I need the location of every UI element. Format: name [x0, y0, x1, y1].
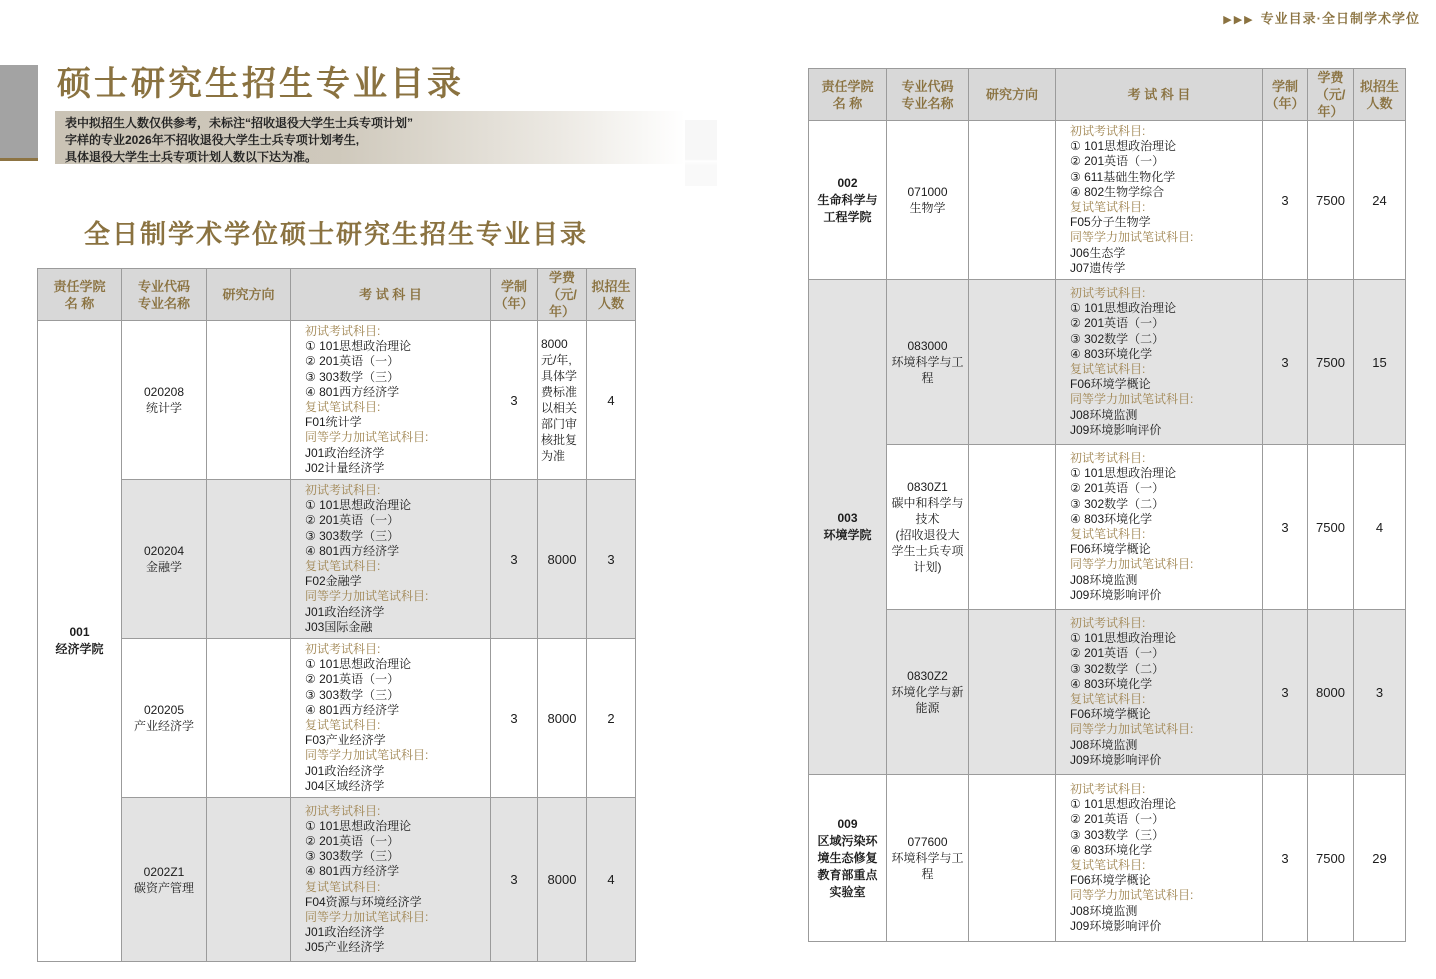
- exam-line: ④ 801西方经济学: [305, 543, 400, 558]
- college-cell: [38, 321, 122, 962]
- exam-line: J06生态学: [1070, 245, 1126, 260]
- exam-line: ① 101思想政治理论: [305, 818, 412, 833]
- direction-cell: [969, 121, 1056, 280]
- table-row: [809, 610, 1406, 775]
- tuition-cell: 8000: [1308, 610, 1354, 775]
- exam-section-label: 复试笔试科目:: [1070, 692, 1146, 707]
- left-margin-block: [0, 65, 38, 161]
- college-cell: [809, 775, 887, 942]
- exam-line: ① 101思想政治理论: [1070, 139, 1177, 154]
- major-cell: [887, 280, 969, 445]
- exam-line: F02金融学: [305, 574, 362, 589]
- major-name: 统计学: [145, 401, 182, 416]
- table-row: [809, 445, 1406, 610]
- right-program-table: [808, 68, 1406, 942]
- exam-line: ② 201英语（一）: [305, 513, 400, 528]
- header-direction: 研究方向: [207, 269, 291, 321]
- exam-line: F04资源与环境经济学: [305, 894, 422, 909]
- exam-line: ③ 303数学（三）: [305, 687, 400, 702]
- exam-section-label: 初试考试科目:: [1070, 451, 1146, 466]
- exam-line: ① 101思想政治理论: [1070, 301, 1177, 316]
- major-name: 碳中和科学与技术: [891, 496, 964, 527]
- direction-cell: [207, 639, 291, 798]
- left-program-table: [37, 268, 636, 962]
- exam-line: ④ 803环境化学: [1070, 842, 1153, 857]
- exam-line: ④ 803环境化学: [1070, 676, 1153, 691]
- section-title: 全日制学术学位硕士研究生招生专业目录: [83, 219, 588, 249]
- major-cell: [887, 121, 969, 280]
- major-cell: [122, 639, 207, 798]
- duration-cell: 3: [1263, 775, 1308, 942]
- header-college: 责任学院 名 称: [809, 69, 887, 121]
- table-row: [809, 280, 1406, 445]
- exam-line: ② 201英语（一）: [305, 833, 400, 848]
- quota-cell: 24: [1354, 121, 1406, 280]
- exam-line: J08环境监测: [1070, 407, 1138, 422]
- table-row: [809, 121, 1406, 280]
- exam-section-label: 复试笔试科目:: [305, 559, 381, 574]
- exam-subjects-cell: [291, 798, 491, 962]
- major-cell: [887, 445, 969, 610]
- header-direction: 研究方向: [969, 69, 1056, 121]
- breadcrumb-arrows-icon: ▶▶▶: [1223, 14, 1255, 26]
- duration-cell: 3: [491, 321, 538, 480]
- exam-line: ③ 611基础生物化学: [1070, 169, 1176, 184]
- exam-section-label: 同等学力加试笔试科目:: [1070, 888, 1194, 903]
- major-cell: [122, 321, 207, 480]
- exam-line: ① 101思想政治理论: [305, 339, 412, 354]
- exam-section-label: 初试考试科目:: [305, 642, 381, 657]
- exam-line: ② 201英语（一）: [1070, 481, 1165, 496]
- table-row: [38, 639, 636, 798]
- exam-line: ① 101思想政治理论: [1070, 466, 1177, 481]
- exam-subjects-cell: [1056, 610, 1263, 775]
- exam-line: J01政治经济学: [305, 445, 385, 460]
- exam-section-label: 复试笔试科目:: [305, 718, 381, 733]
- exam-line: ④ 801西方经济学: [305, 864, 400, 879]
- header-tuition: 学费 （元/年）: [1308, 69, 1354, 121]
- duration-cell: 3: [1263, 610, 1308, 775]
- quota-cell: 3: [587, 480, 636, 639]
- college-name: 经济学院: [55, 642, 104, 657]
- exam-line: ③ 303数学（三）: [1070, 827, 1165, 842]
- major-name: 生物学: [909, 201, 946, 216]
- exam-line: F06环境学概论: [1070, 542, 1151, 557]
- college-cell: [809, 280, 887, 775]
- exam-line: ④ 802生物学综合: [1070, 184, 1165, 199]
- table-row: [38, 321, 636, 480]
- major-code: 020208: [143, 385, 185, 400]
- note-line: 表中拟招生人数仅供参考，未标注“招收退役大学生士兵专项计划”: [65, 116, 414, 130]
- page-title: 硕士研究生招生专业目录: [57, 65, 464, 103]
- direction-cell: [969, 775, 1056, 942]
- exam-line: J02计量经济学: [305, 460, 385, 475]
- exam-line: ② 201英语（一）: [305, 354, 400, 369]
- exam-line: J01政治经济学: [305, 925, 385, 940]
- major-cell: [887, 610, 969, 775]
- exam-section-label: 复试笔试科目:: [1070, 362, 1146, 377]
- table-row: [809, 775, 1406, 942]
- exam-line: J09环境影响评价: [1070, 587, 1162, 602]
- exam-line: ② 201英语（一）: [1070, 154, 1165, 169]
- exam-line: ① 101思想政治理论: [305, 657, 412, 672]
- exam-line: ③ 302数学（二）: [1070, 331, 1165, 346]
- tuition-cell: 8000: [538, 798, 587, 962]
- exam-line: J01政治经济学: [305, 604, 385, 619]
- tuition-cell: 8000: [538, 639, 587, 798]
- duration-cell: 3: [1263, 280, 1308, 445]
- exam-line: ③ 302数学（二）: [1070, 496, 1165, 511]
- header-tuition: 学费 （元/年）: [538, 269, 587, 321]
- exam-subjects-cell: [1056, 280, 1263, 445]
- tuition-cell: 7500: [1308, 775, 1354, 942]
- exam-subjects-cell: [291, 639, 491, 798]
- exam-section-label: 复试笔试科目:: [305, 879, 381, 894]
- note-line: 具体退役大学生士兵专项计划人数以下达为准。: [65, 150, 318, 164]
- exam-section-label: 初试考试科目:: [305, 803, 381, 818]
- table-header-row: [38, 269, 636, 321]
- header-quota: 拟招生 人数: [587, 269, 636, 321]
- major-code: 071000: [907, 185, 948, 200]
- exam-line: J05产业经济学: [305, 940, 385, 955]
- exam-subjects-cell: [291, 480, 491, 639]
- quota-cell: 4: [587, 798, 636, 962]
- exam-section-label: 初试考试科目:: [1070, 616, 1146, 631]
- major-name: 环境科学与工程: [891, 355, 964, 386]
- major-cell: [887, 775, 969, 942]
- exam-section-label: 初试考试科目:: [1070, 286, 1146, 301]
- exam-line: ② 201英语（一）: [305, 672, 400, 687]
- exam-line: F06环境学概论: [1070, 707, 1151, 722]
- major-name: 产业经济学: [133, 719, 194, 734]
- exam-line: J03国际金融: [305, 619, 373, 634]
- college-cell: [809, 121, 887, 280]
- exam-line: ③ 303数学（三）: [305, 369, 400, 384]
- duration-cell: 3: [491, 480, 538, 639]
- breadcrumb: [1223, 8, 1420, 27]
- header-quota: 拟招生 人数: [1354, 69, 1406, 121]
- exam-line: ② 201英语（一）: [1070, 646, 1165, 661]
- header-major: 专业代码 专业名称: [122, 269, 207, 321]
- exam-line: F06环境学概论: [1070, 873, 1151, 888]
- exam-section-label: 同等学力加试笔试科目:: [305, 430, 429, 445]
- quota-cell: 29: [1354, 775, 1406, 942]
- exam-line: ③ 303数学（三）: [305, 849, 400, 864]
- exam-subjects-cell: [1056, 445, 1263, 610]
- exam-line: F06环境学概论: [1070, 377, 1151, 392]
- note-line: 字样的专业2026年不招收退役大学生士兵专项计划考生,: [65, 133, 360, 147]
- major-name: 环境化学与新能源: [891, 685, 964, 716]
- exam-line: ① 101思想政治理论: [1070, 631, 1177, 646]
- exam-line: J09环境影响评价: [1070, 752, 1162, 767]
- exam-section-label: 同等学力加试笔试科目:: [1070, 230, 1194, 245]
- exam-line: J08环境监测: [1070, 572, 1138, 587]
- exam-line: F01统计学: [305, 415, 362, 430]
- college-code: 001: [69, 625, 90, 640]
- direction-cell: [969, 445, 1056, 610]
- major-code: 020204: [143, 544, 185, 559]
- exam-line: ④ 803环境化学: [1070, 511, 1153, 526]
- exam-line: ② 201英语（一）: [1070, 812, 1165, 827]
- exam-line: ② 201英语（一）: [1070, 316, 1165, 331]
- exam-section-label: 同等学力加试笔试科目:: [1070, 557, 1194, 572]
- college-code: 003: [837, 511, 858, 526]
- major-cell: [122, 480, 207, 639]
- exam-section-label: 复试笔试科目:: [1070, 858, 1146, 873]
- exam-line: ④ 803环境化学: [1070, 346, 1153, 361]
- duration-cell: 3: [491, 639, 538, 798]
- exam-line: J08环境监测: [1070, 737, 1138, 752]
- exam-line: ① 101思想政治理论: [305, 498, 412, 513]
- college-code: 002: [837, 175, 858, 190]
- quota-cell: 4: [1354, 445, 1406, 610]
- exam-section-label: 复试笔试科目:: [1070, 527, 1146, 542]
- exam-section-label: 同等学力加试笔试科目:: [305, 589, 429, 604]
- exam-line: J04区域经济学: [305, 778, 385, 793]
- direction-cell: [969, 610, 1056, 775]
- exam-section-label: 初试考试科目:: [305, 324, 381, 338]
- major-code: 0202Z1: [143, 864, 185, 879]
- direction-cell: [969, 280, 1056, 445]
- major-cell: [122, 798, 207, 962]
- exam-section-label: 初试考试科目:: [305, 483, 381, 498]
- exam-section-label: 同等学力加试笔试科目:: [305, 910, 429, 924]
- quota-cell: 15: [1354, 280, 1406, 445]
- faded-image-placeholder: [685, 120, 717, 186]
- exam-line: J08环境监测: [1070, 903, 1138, 918]
- direction-cell: [207, 480, 291, 639]
- tuition-cell: 7500: [1308, 445, 1354, 610]
- exam-line: J09环境影响评价: [1070, 918, 1162, 933]
- quota-cell: 4: [587, 321, 636, 480]
- direction-cell: [207, 798, 291, 962]
- duration-cell: 3: [1263, 121, 1308, 280]
- breadcrumb-label: 专业目录·全日制学术学位: [1260, 11, 1420, 26]
- exam-section-label: 复试笔试科目:: [1070, 200, 1146, 215]
- header-subjects: 考 试 科 目: [291, 269, 491, 321]
- exam-subjects-cell: [1056, 121, 1263, 280]
- exam-line: J07遗传学: [1070, 260, 1126, 275]
- header-duration: 学制 （年）: [491, 269, 538, 321]
- exam-line: J01政治经济学: [305, 763, 385, 778]
- header-major: 专业代码 专业名称: [887, 69, 969, 121]
- direction-cell: [207, 321, 291, 480]
- exam-subjects-cell: [1056, 775, 1263, 942]
- header-subjects: 考 试 科 目: [1056, 69, 1263, 121]
- major-name: 碳资产管理: [133, 880, 194, 895]
- exam-section-label: 同等学力加试笔试科目:: [305, 748, 429, 763]
- college-name: 生命科学与工程学院: [817, 192, 878, 224]
- exam-line: F05分子生物学: [1070, 215, 1151, 230]
- exam-line: F03产业经济学: [305, 733, 386, 748]
- note-box: [55, 111, 685, 164]
- major-name: 环境科学与工程: [891, 851, 964, 882]
- college-name: 环境学院: [823, 528, 872, 543]
- exam-line: J09环境影响评价: [1070, 422, 1162, 437]
- exam-subjects-cell: [291, 321, 491, 480]
- exam-line: ① 101思想政治理论: [1070, 797, 1177, 812]
- exam-line: ④ 801西方经济学: [305, 702, 400, 717]
- table-row: [38, 480, 636, 639]
- duration-cell: 3: [491, 798, 538, 962]
- quota-cell: 3: [1354, 610, 1406, 775]
- major-code: 0830Z2: [907, 669, 948, 684]
- exam-section-label: 同等学力加试笔试科目:: [1070, 722, 1194, 737]
- college-name: 区域污染环境生态修复教育部重点实验室: [817, 833, 878, 899]
- table-row: [38, 798, 636, 962]
- exam-section-label: 同等学力加试笔试科目:: [1070, 392, 1194, 407]
- header-duration: 学制 （年）: [1263, 69, 1308, 121]
- tuition-cell: 8000: [538, 480, 587, 639]
- major-note: (招收退役大学生士兵专项计划): [891, 528, 964, 575]
- exam-section-label: 初试考试科目:: [1070, 782, 1146, 797]
- tuition-cell: 8000元/年,具体学费标准以相关部门审核批复为准: [538, 321, 587, 480]
- exam-line: ③ 303数学（三）: [305, 528, 400, 543]
- major-code: 083000: [907, 339, 948, 354]
- exam-section-label: 复试笔试科目:: [305, 400, 381, 415]
- exam-section-label: 初试考试科目:: [1070, 124, 1146, 138]
- tuition-cell: 7500: [1308, 121, 1354, 280]
- duration-cell: 3: [1263, 445, 1308, 610]
- major-code: 0830Z1: [907, 480, 948, 495]
- tuition-cell: 7500: [1308, 280, 1354, 445]
- exam-line: ③ 302数学（二）: [1070, 661, 1165, 676]
- exam-line: ④ 801西方经济学: [305, 384, 400, 399]
- quota-cell: 2: [587, 639, 636, 798]
- major-code: 020205: [143, 703, 185, 718]
- major-name: 金融学: [145, 560, 182, 575]
- college-code: 009: [837, 816, 858, 831]
- header-college: 责任学院 名 称: [38, 269, 122, 321]
- major-code: 077600: [907, 835, 948, 850]
- table-header-row: [809, 69, 1406, 121]
